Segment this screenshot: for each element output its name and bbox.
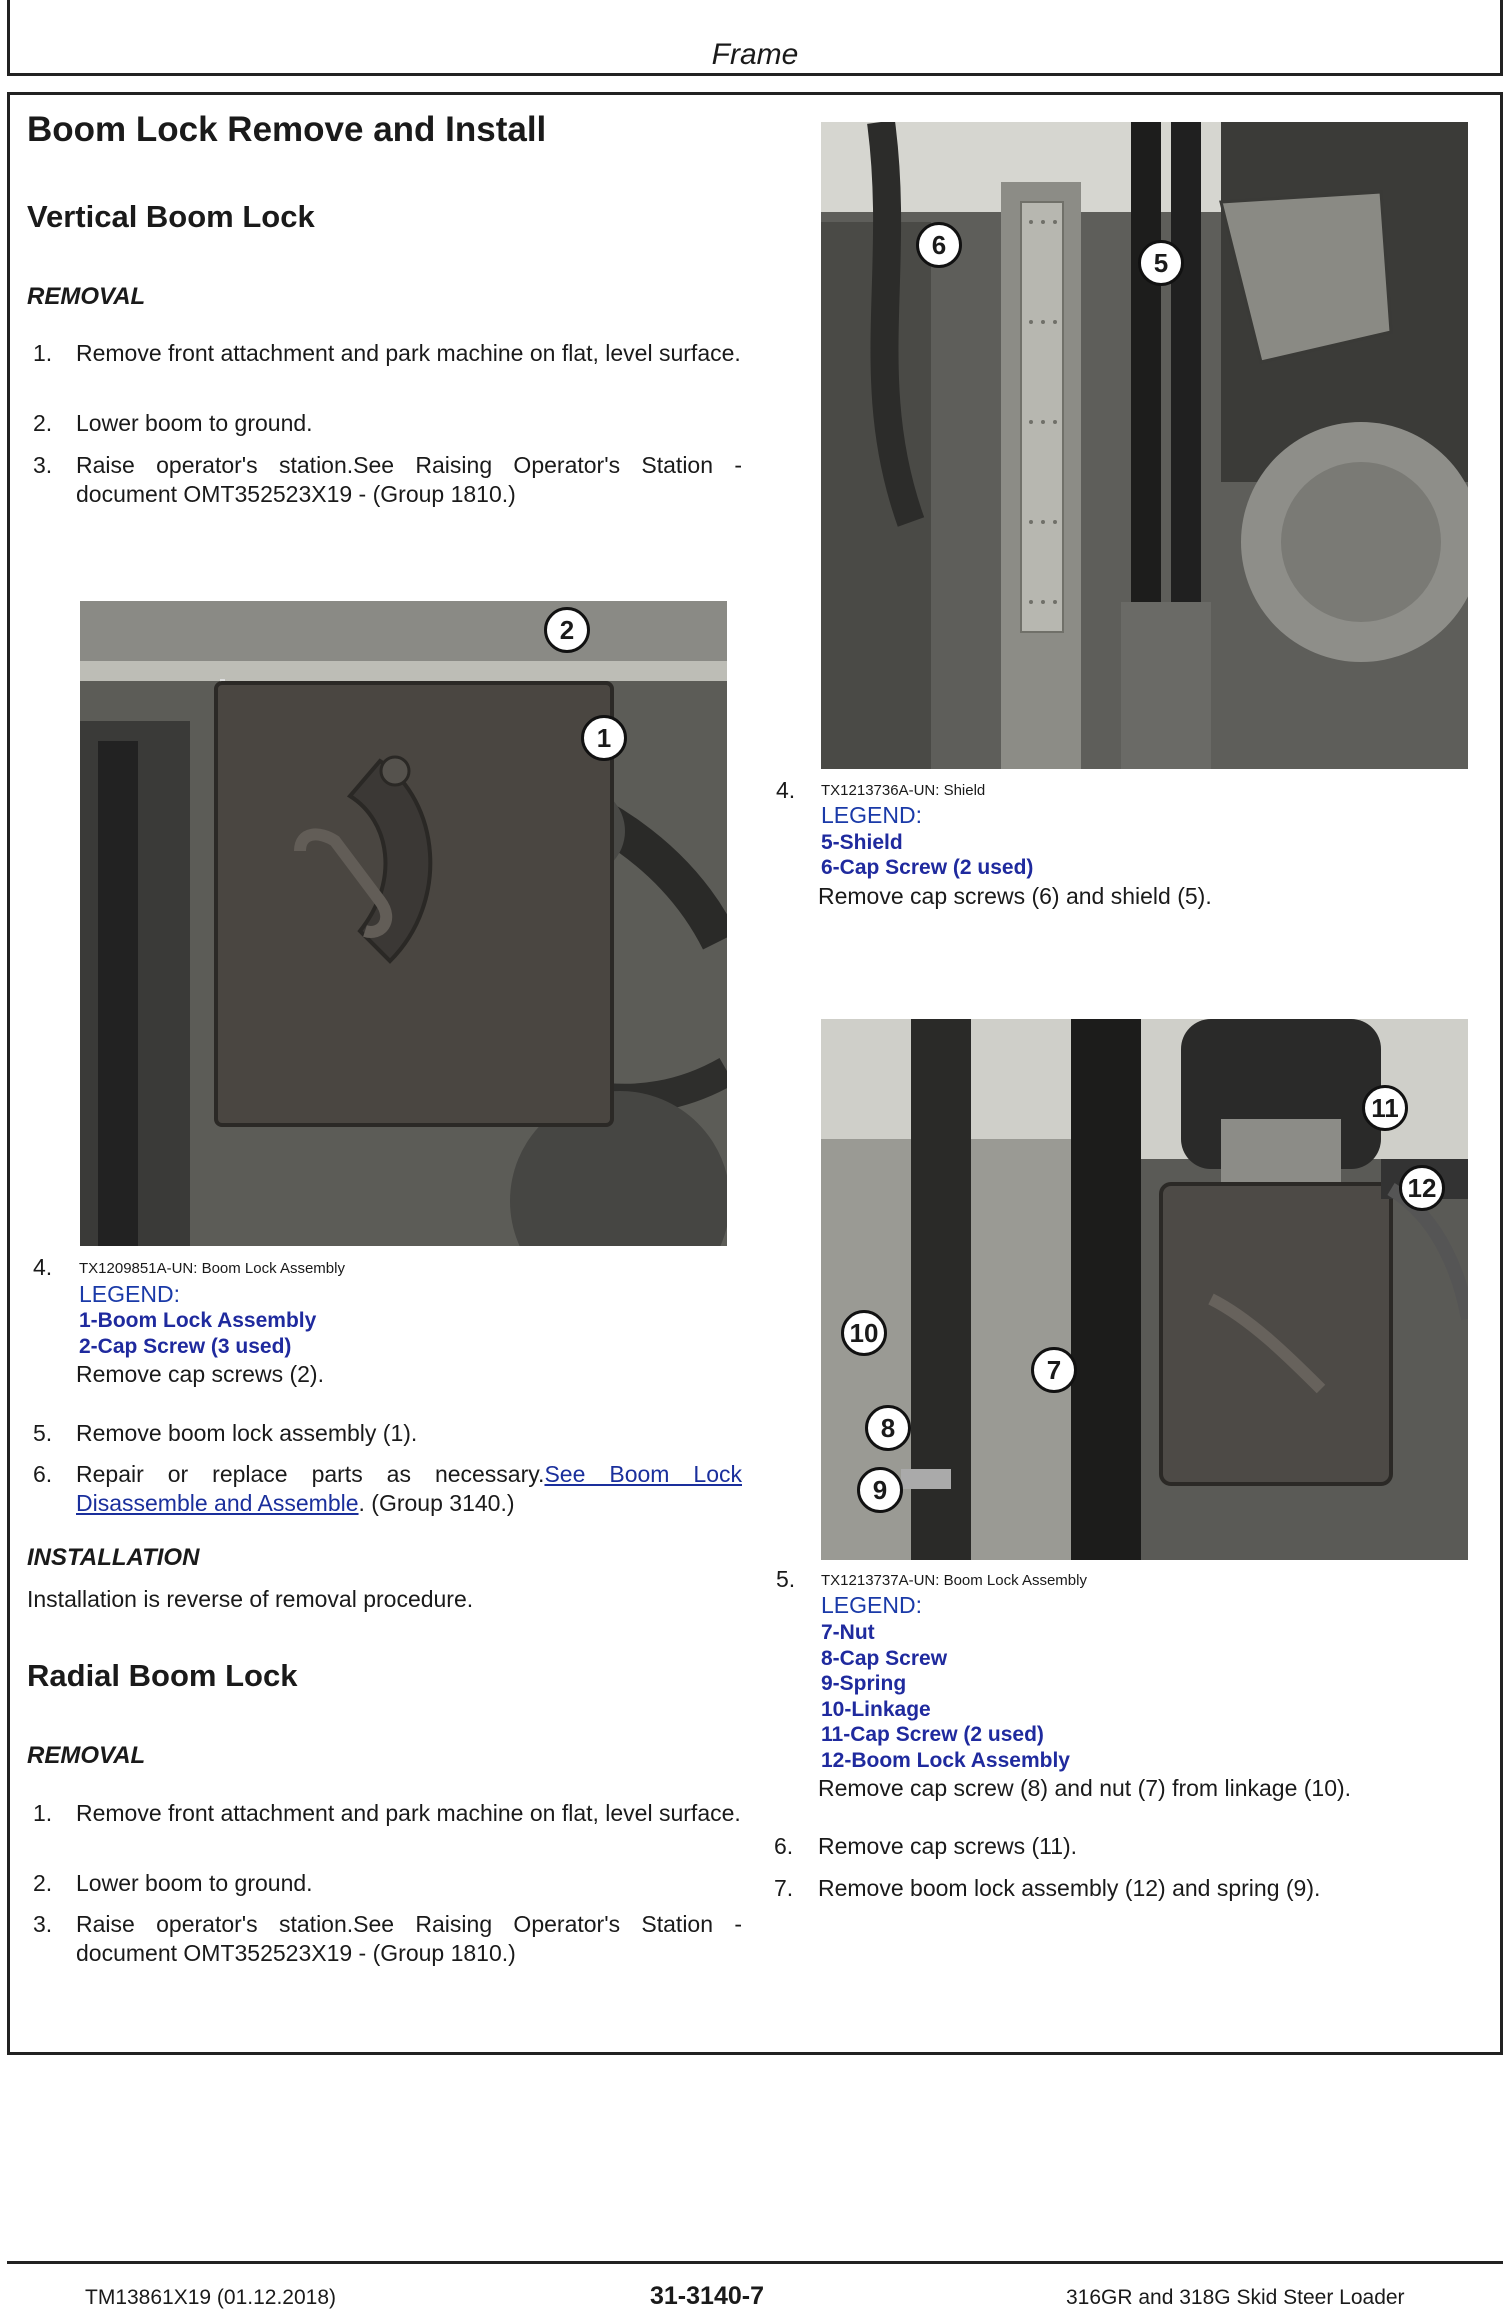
shield-photo-graphic bbox=[821, 122, 1468, 769]
right-step7-num: 7. bbox=[774, 1875, 794, 1901]
see-boom-lock-link[interactable]: See Boom Lock Disassemble and Assemble bbox=[76, 1461, 742, 1516]
right-step6-num: 6. bbox=[774, 1833, 794, 1859]
page-header bbox=[7, 0, 1503, 76]
fig2-legend-1: 5-Shield bbox=[821, 831, 903, 854]
right-step7-text: Remove boom lock assembly (12) and spring (9). bbox=[818, 1875, 1321, 1901]
fig1-caption: TX1209851A-UN: Boom Lock Assembly bbox=[79, 1260, 345, 1277]
v-step2-num: 2. bbox=[33, 410, 53, 436]
fig3-legend-6: 12-Boom Lock Assembly bbox=[821, 1749, 1070, 1772]
v-step5-num: 5. bbox=[33, 1420, 53, 1446]
callout-2: 2 bbox=[544, 607, 590, 653]
callout-9: 9 bbox=[857, 1467, 903, 1513]
v-step6-text bbox=[76, 1460, 742, 1518]
v-step3-text: Raise operator's station.See Raising Operator's Station - document OMT352523X19 - (Group 1810.) bbox=[76, 452, 742, 507]
fig1-instruction: Remove cap screws (2). bbox=[76, 1361, 324, 1387]
callout-11: 11 bbox=[1362, 1085, 1408, 1131]
fig2-num: 4. bbox=[776, 777, 796, 803]
v-step6-num: 6. bbox=[33, 1461, 53, 1487]
fig2-legend-label: LEGEND: bbox=[821, 802, 922, 828]
boom-lock-assembly-photo bbox=[80, 601, 727, 1246]
r-step3-num: 3. bbox=[33, 1911, 53, 1937]
fig3-legend-2: 8-Cap Screw bbox=[821, 1647, 948, 1670]
installation-text: Installation is reverse of removal procedure. bbox=[27, 1586, 474, 1612]
callout-8: 8 bbox=[865, 1405, 911, 1451]
fig3-instruction: Remove cap screw (8) and nut (7) from linkage (10). bbox=[818, 1775, 1352, 1801]
v-step3-num: 3. bbox=[33, 452, 53, 478]
r-step2-text: Lower boom to ground. bbox=[76, 1870, 313, 1896]
v-step2-text: Lower boom to ground. bbox=[76, 410, 313, 436]
section-title: Boom Lock Remove and Install bbox=[27, 110, 547, 149]
callout-1: 1 bbox=[581, 715, 627, 761]
fig1-legend-1: 1-Boom Lock Assembly bbox=[79, 1309, 317, 1332]
r-step1-num: 1. bbox=[33, 1800, 53, 1826]
radial-removal-label: REMOVAL bbox=[27, 1742, 146, 1769]
callout-6: 6 bbox=[916, 222, 962, 268]
v-step6-text-a: Repair or replace parts as necessary. bbox=[76, 1461, 545, 1487]
v-step5-text: Remove boom lock assembly (1). bbox=[76, 1420, 418, 1446]
footer-model: 316GR and 318G Skid Steer Loader bbox=[1066, 2286, 1405, 2309]
r-step2-num: 2. bbox=[33, 1870, 53, 1896]
r-step1-text: Remove front attachment and park machine on flat, level surface. bbox=[76, 1800, 741, 1826]
fig3-legend-5: 11-Cap Screw (2 used) bbox=[821, 1723, 1044, 1746]
fig3-legend-label: LEGEND: bbox=[821, 1592, 922, 1618]
fig1-num: 4. bbox=[33, 1254, 53, 1280]
fig2-legend-2: 6-Cap Screw (2 used) bbox=[821, 856, 1034, 879]
vertical-removal-label: REMOVAL bbox=[27, 283, 146, 310]
installation-label: INSTALLATION bbox=[27, 1544, 200, 1571]
r-step3-text: Raise operator's station.See Raising Operator's Station - document OMT352523X19 - (Group 1810.) bbox=[76, 1911, 742, 1966]
fig3-caption: TX1213737A-UN: Boom Lock Assembly bbox=[821, 1572, 1087, 1589]
footer-page-number: 31-3140-7 bbox=[650, 2282, 764, 2310]
callout-7: 7 bbox=[1031, 1347, 1077, 1393]
footer-rule bbox=[7, 2261, 1503, 2264]
vertical-title: Vertical Boom Lock bbox=[27, 199, 315, 234]
v-step1-num: 1. bbox=[33, 340, 53, 366]
fig3-legend-4: 10-Linkage bbox=[821, 1698, 931, 1721]
fig3-num: 5. bbox=[776, 1566, 796, 1592]
fig1-legend-label: LEGEND: bbox=[79, 1281, 180, 1307]
header-title: Frame bbox=[711, 38, 799, 71]
v-step6-text-b: . (Group 3140.) bbox=[358, 1490, 515, 1516]
footer-doc-id: TM13861X19 (01.12.2018) bbox=[85, 2286, 337, 2309]
boom-lock-photo-graphic bbox=[80, 601, 727, 1246]
v-step1-text: Remove front attachment and park machine on flat, level surface. bbox=[76, 340, 741, 366]
fig2-instruction: Remove cap screws (6) and shield (5). bbox=[818, 883, 1212, 909]
fig3-legend-1: 7-Nut bbox=[821, 1621, 875, 1644]
right-step6-text: Remove cap screws (11). bbox=[818, 1833, 1078, 1859]
callout-10: 10 bbox=[841, 1310, 887, 1356]
radial-title: Radial Boom Lock bbox=[27, 1658, 298, 1693]
shield-photo bbox=[821, 122, 1468, 769]
fig3-legend-3: 9-Spring bbox=[821, 1672, 907, 1695]
callout-5: 5 bbox=[1138, 240, 1184, 286]
callout-12: 12 bbox=[1399, 1165, 1445, 1211]
fig1-legend-2: 2-Cap Screw (3 used) bbox=[79, 1335, 292, 1358]
fig2-caption: TX1213736A-UN: Shield bbox=[821, 782, 986, 799]
